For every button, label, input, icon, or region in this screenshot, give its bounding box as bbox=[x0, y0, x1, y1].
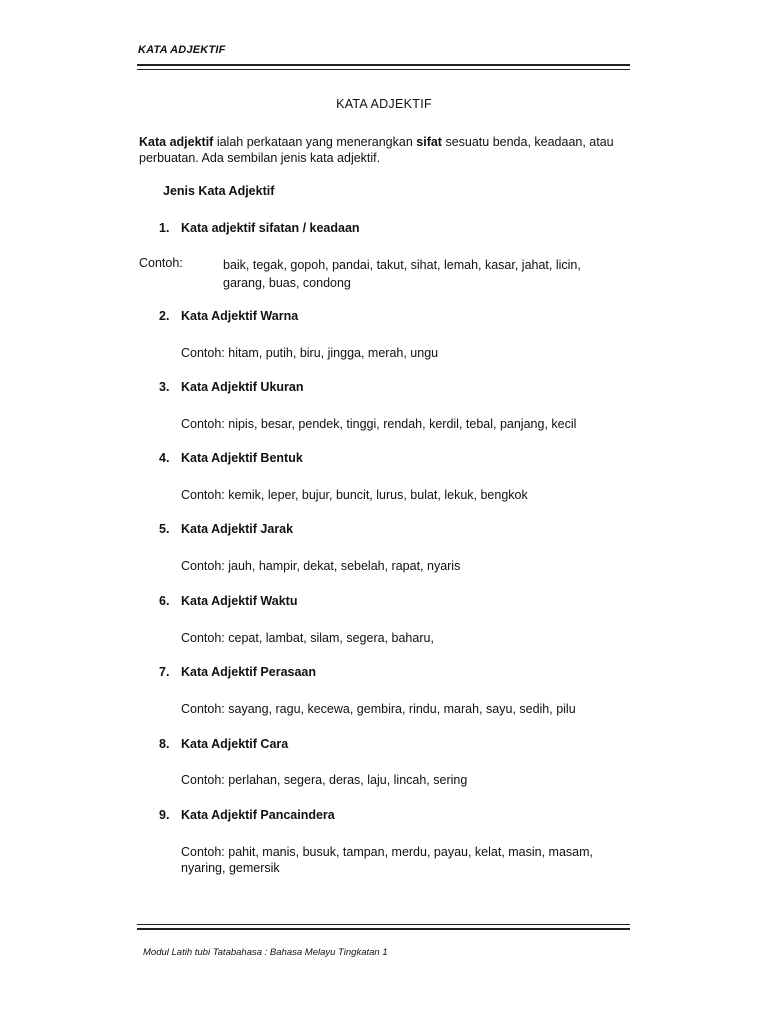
contoh-examples-8: Contoh: perlahan, segera, deras, laju, lincah, sering bbox=[181, 773, 468, 787]
header-rule-top bbox=[137, 64, 630, 66]
intro-paragraph bbox=[139, 134, 629, 166]
intro-text-1: ialah perkataan yang menerangkan bbox=[213, 135, 417, 149]
page-footer: Modul Latih tubi Tatabahasa : Bahasa Melayu Tingkatan 1 bbox=[143, 947, 388, 958]
document-title: KATA ADJEKTIF bbox=[336, 97, 432, 111]
contoh-label-1: Contoh: bbox=[139, 256, 183, 270]
item-number: 9. bbox=[159, 808, 170, 822]
item-title: Kata Adjektif Ukuran bbox=[181, 380, 304, 394]
item-heading-6 bbox=[159, 594, 297, 608]
item-number: 2. bbox=[159, 309, 170, 323]
intro-bold-sifat: sifat bbox=[416, 135, 442, 149]
item-heading-1 bbox=[159, 221, 360, 235]
item-number: 1. bbox=[159, 221, 170, 235]
contoh-examples-4: Contoh: kemik, leper, bujur, buncit, lurus, bulat, lekuk, bengkok bbox=[181, 488, 528, 502]
item-title: Kata Adjektif Waktu bbox=[181, 594, 298, 608]
item-number: 7. bbox=[159, 665, 170, 679]
contoh-examples-2: Contoh: hitam, putih, biru, jingga, merah, ungu bbox=[181, 346, 439, 360]
contoh-examples-3: Contoh: nipis, besar, pendek, tinggi, rendah, kerdil, tebal, panjang, kecil bbox=[181, 417, 577, 431]
item-title: Kata Adjektif Warna bbox=[181, 309, 299, 323]
item-heading-2 bbox=[159, 309, 298, 323]
item-number: 8. bbox=[159, 737, 170, 751]
item-title: Kata Adjektif Bentuk bbox=[181, 451, 303, 465]
contoh-examples-9: Contoh: pahit, manis, busuk, tampan, merdu, payau, kelat, masin, masam, nyaring, gemersik bbox=[181, 845, 594, 875]
item-heading-5 bbox=[159, 522, 293, 536]
header-rule-bottom bbox=[137, 69, 630, 70]
item-number: 6. bbox=[159, 594, 170, 608]
item-number: 4. bbox=[159, 451, 170, 465]
footer-rule-bottom bbox=[137, 928, 630, 930]
contoh-examples-5: Contoh: jauh, hampir, dekat, sebelah, rapat, nyaris bbox=[181, 559, 461, 573]
contoh-examples-7: Contoh: sayang, ragu, kecewa, gembira, rindu, marah, sayu, sedih, pilu bbox=[181, 702, 576, 716]
item-title: Kata Adjektif Cara bbox=[181, 737, 289, 751]
page-header-title: KATA ADJEKTIF bbox=[138, 44, 226, 56]
item-title: Kata Adjektif Pancaindera bbox=[181, 808, 335, 822]
item-heading-7 bbox=[159, 665, 316, 679]
item-number: 3. bbox=[159, 380, 170, 394]
item-heading-3 bbox=[159, 380, 303, 394]
item-title: Kata adjektif sifatan / keadaan bbox=[181, 221, 360, 235]
item-heading-4 bbox=[159, 451, 303, 465]
intro-term: Kata adjektif bbox=[139, 135, 214, 149]
contoh-examples-6: Contoh: cepat, lambat, silam, segera, baharu, bbox=[181, 631, 434, 645]
item-title: Kata Adjektif Jarak bbox=[181, 522, 294, 536]
item-heading-8 bbox=[159, 737, 288, 751]
contoh-examples-1: baik, tegak, gopoh, pandai, takut, sihat, lemah, kasar, jahat, licin, garang, buas, condong bbox=[223, 258, 581, 290]
section-heading: Jenis Kata Adjektif bbox=[163, 184, 275, 198]
intro-text-2: sesuatu benda, keadaan, atau perbuatan. Ada sembilan jenis kata adjektif. bbox=[139, 135, 614, 165]
item-title: Kata Adjektif Perasaan bbox=[181, 665, 317, 679]
footer-rule-top bbox=[137, 924, 630, 925]
item-heading-9 bbox=[159, 808, 335, 822]
item-number: 5. bbox=[159, 522, 170, 536]
